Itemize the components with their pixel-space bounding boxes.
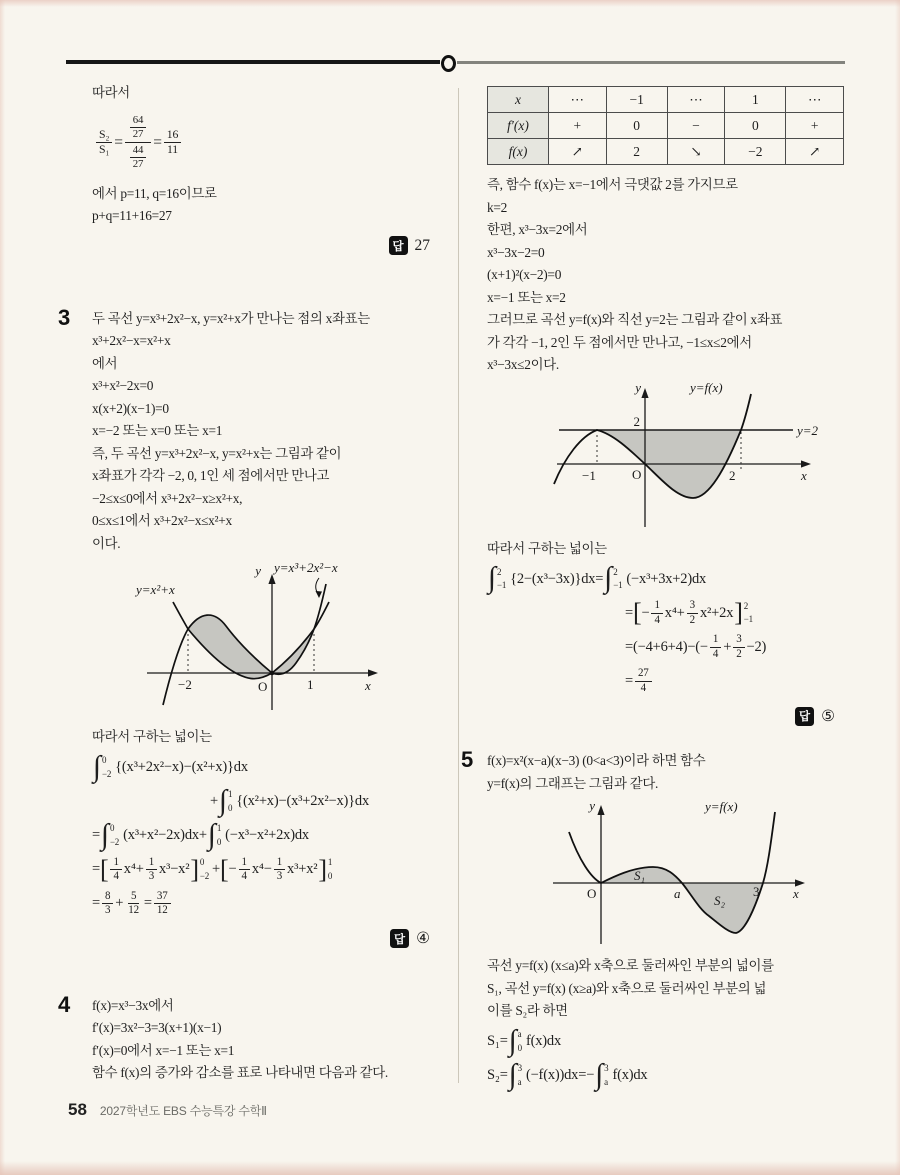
region-label-s2: S₂	[714, 893, 726, 908]
page-edge-bottom	[0, 1161, 900, 1175]
equation-line: = $\frac{27}{4}$	[625, 664, 859, 698]
left-column	[58, 82, 454, 1085]
top-rule-right	[457, 61, 845, 64]
text-line: (x+1)²(x−2)=0	[487, 267, 562, 282]
problem-number: 5	[461, 747, 474, 772]
table-header-cell: x	[488, 87, 549, 113]
table-cell: −	[667, 113, 725, 139]
answer-row	[487, 704, 835, 728]
text-line: 두 곡선 y=x³+2x²−x, y=x²+x가 만나는 점의 x좌표는	[92, 310, 370, 326]
text-line: x³+2x²−x=x²+x	[92, 333, 171, 348]
graph-quartic	[539, 798, 839, 948]
curve-label: y=f(x)	[705, 799, 738, 814]
table-cell: 0	[725, 113, 786, 139]
table-cell: 2	[606, 139, 667, 165]
page-number: 58	[68, 1100, 87, 1119]
top-rule-ring-icon	[441, 55, 456, 72]
table-cell: +	[549, 113, 607, 139]
equation-line: ∫ 2 −1 {2−(x³−3x)}dx= ∫ 2 −1 (−x³+3x+2)dx	[488, 562, 707, 595]
text-line: 즉, 두 곡선 y=x³+2x²−x, y=x²+x는 그림과 같이	[92, 445, 342, 461]
right-column	[461, 84, 859, 1093]
text-line: 에서 p=11, q=16이므로	[92, 185, 217, 201]
text-line: x(x+2)(x−1)=0	[92, 400, 169, 416]
x-axis-label: x	[801, 467, 807, 483]
equation-line: + ∫ 1 0 {(x²+x)−(x³+2x²−x)}dx	[210, 784, 370, 817]
answer-value: ⑤	[821, 707, 835, 725]
text-line: 따라서 구하는 넓이는	[487, 540, 607, 556]
table-cell: ↗	[786, 139, 844, 165]
curve-label: y=f(x)	[690, 379, 723, 395]
tick-label: 2	[633, 413, 640, 429]
problem-number: 4	[58, 991, 71, 1017]
tick-label: −1	[582, 467, 596, 483]
problem-5	[461, 747, 859, 1093]
table-cell: −2	[725, 139, 786, 165]
text-line: S₁, 곡선 y=f(x) (x≥a)와 x축으로 둘러싸인 부분의 넓	[487, 980, 767, 996]
table-cell: 0	[606, 113, 667, 139]
curve-label-parabola: y=x²+x	[136, 582, 175, 597]
equation-line: = ∫ 0 −2 (x³+x²−2x)dx+ ∫ 1 0 (−x³−x²+2x)dx	[92, 818, 309, 851]
text-line: x=−1 또는 x=2	[487, 289, 566, 305]
answer-row	[92, 927, 430, 951]
table-cell: ⋯	[549, 87, 607, 113]
text-line: 곡선 y=f(x) (x≤a)와 x축으로 둘러싸인 부분의 넓이를	[487, 958, 774, 973]
table-cell: +	[786, 113, 844, 139]
problem-number: 3	[58, 304, 71, 330]
text-line: 따라서 구하는 넓이는	[92, 729, 212, 744]
text-line: f′(x)=0에서 x=−1 또는 x=1	[92, 1042, 235, 1058]
problem-4	[58, 991, 454, 1085]
curve-label-cubic: y=x³+2x²−x	[274, 560, 338, 575]
answer-value: ④	[416, 930, 430, 947]
top-rule-left	[66, 60, 440, 64]
x-axis-label: x	[365, 678, 371, 693]
table-cell: ⋯	[667, 87, 725, 113]
x-axis-label: x	[793, 886, 799, 901]
line-label: y=2	[797, 422, 819, 438]
ratio-equation: $\frac{\text{S₂}}{\text{S₁}}$ = $\frac{\frac{64}{27}}{\frac{44}{27}}$ = $\frac{16}{11}$	[94, 107, 454, 179]
origin-label: O	[258, 679, 268, 694]
table-cell: ⋯	[786, 87, 844, 113]
origin-label: O	[632, 466, 642, 482]
page-footer	[68, 1100, 267, 1120]
text-line: x=−2 또는 x=0 또는 x=1	[92, 423, 223, 438]
answer-badge: 답	[389, 236, 408, 255]
equation-line: = [ − $\frac{1}{4}$ x⁴+ $\frac{3}{2}$ x²+2x ] 2 −1	[625, 598, 753, 628]
column-divider	[458, 88, 459, 1083]
text-line: 함수 f(x)의 증가와 감소를 표로 나타내면 다음과 같다.	[92, 1065, 388, 1080]
y-axis-label: y	[255, 563, 261, 578]
table-cell: ↘	[667, 139, 725, 165]
text-line: 에서	[92, 355, 118, 371]
answer-value: 27	[414, 236, 430, 254]
solution-text	[487, 174, 859, 377]
answer-badge: 답	[795, 707, 814, 726]
equation-line: = [ $\frac{1}{4}$ x⁴+ $\frac{1}{3}$ x³−x² ] 0 −2 + [ − $\frac{1}{4}$ x⁴− $\frac{1}{3}$ x³+x² ] 1 0	[92, 854, 333, 884]
page-edge-right	[895, 0, 900, 1175]
equation-line: S₁= ∫ a 0 f(x)dx	[487, 1024, 561, 1057]
page-edge-top	[0, 0, 900, 7]
graph-cubic-line	[545, 379, 845, 531]
text-line: −2≤x≤0에서 x³+2x²−x≥x²+x,	[92, 490, 243, 506]
solution-text	[487, 955, 859, 1023]
increase-decrease-table	[487, 86, 844, 165]
answer-row	[92, 234, 430, 258]
table-row	[488, 113, 844, 139]
text-line: 따라서	[92, 85, 130, 100]
text-line: 0≤x≤1에서 x³+2x²−x≤x²+x	[92, 513, 232, 528]
text-line: 가 각각 −1, 2인 두 점에서만 만나고, −1≤x≤2에서	[487, 334, 752, 350]
tick-label: a	[674, 886, 681, 901]
answer-badge: 답	[390, 929, 409, 948]
text-line: f′(x)=3x²−3=3(x+1)(x−1)	[92, 1020, 222, 1035]
region-label-s1: S₁	[634, 868, 646, 883]
table-cell: −1	[606, 87, 667, 113]
page-edge-left	[0, 0, 5, 1175]
table-row	[488, 139, 844, 165]
table-header-cell: f′(x)	[488, 113, 549, 139]
tick-label: 3	[753, 884, 760, 899]
equation-line: = $\frac{8}{3}$ + $\frac{5}{12}$ = $\frac{37}{12}$	[92, 887, 454, 921]
problem-3	[58, 304, 454, 951]
origin-label: O	[587, 886, 597, 901]
table-header-cell: f(x)	[488, 139, 549, 165]
equation-line: ∫ 0 −2 {(x³+2x²−x)−(x²+x)}dx	[93, 750, 248, 783]
text-line: 즉, 함수 f(x)는 x=−1에서 극댓값 2를 가지므로	[487, 177, 738, 192]
graph-two-curves	[122, 558, 422, 720]
table-cell: ↗	[549, 139, 607, 165]
equation-block	[92, 751, 454, 921]
text-line: 이를 S₂라 하면	[487, 1003, 568, 1018]
y-axis-label: y	[635, 379, 641, 395]
text-line: x³+x²−2x=0	[92, 378, 154, 393]
text-line: x³−3x−2=0	[487, 244, 545, 260]
table-row	[488, 87, 844, 113]
text-line: 이다.	[92, 535, 121, 551]
text-line: k=2	[487, 199, 508, 215]
text-line: x좌표가 각각 −2, 0, 1인 세 점에서만 만나고	[92, 468, 330, 483]
text-line: f(x)=x³−3x에서	[92, 997, 174, 1013]
y-axis-label: y	[589, 798, 595, 813]
table-cell: 1	[725, 87, 786, 113]
tick-label: 1	[307, 677, 314, 692]
tick-label: 2	[729, 467, 736, 483]
text-line: p+q=11+16=27	[92, 208, 172, 223]
text-line: y=f(x)의 그래프는 그림과 같다.	[487, 775, 659, 791]
text-line: x³−3x≤2이다.	[487, 357, 559, 372]
equation-block	[487, 562, 859, 698]
text-line: 한편, x³−3x=2에서	[487, 222, 588, 237]
text-line: 그러므로 곡선 y=f(x)와 직선 y=2는 그림과 같이 x좌표	[487, 312, 783, 327]
equation-line: S₂= ∫ 3 a (−f(x))dx=− ∫ 3 a f(x)dx	[487, 1058, 648, 1091]
tick-label: −2	[178, 677, 192, 692]
text-line: f(x)=x²(x−a)(x−3) (0<a<3)이라 하면 함수	[487, 753, 706, 768]
equation-line: =(−4+6+4)−(− $\frac{1}{4}$ + $\frac{3}{2}$ −2)	[625, 633, 767, 660]
equation-block	[487, 1025, 859, 1093]
book-title: 2027학년도 EBS 수능특강 수학Ⅱ	[99, 1104, 267, 1118]
